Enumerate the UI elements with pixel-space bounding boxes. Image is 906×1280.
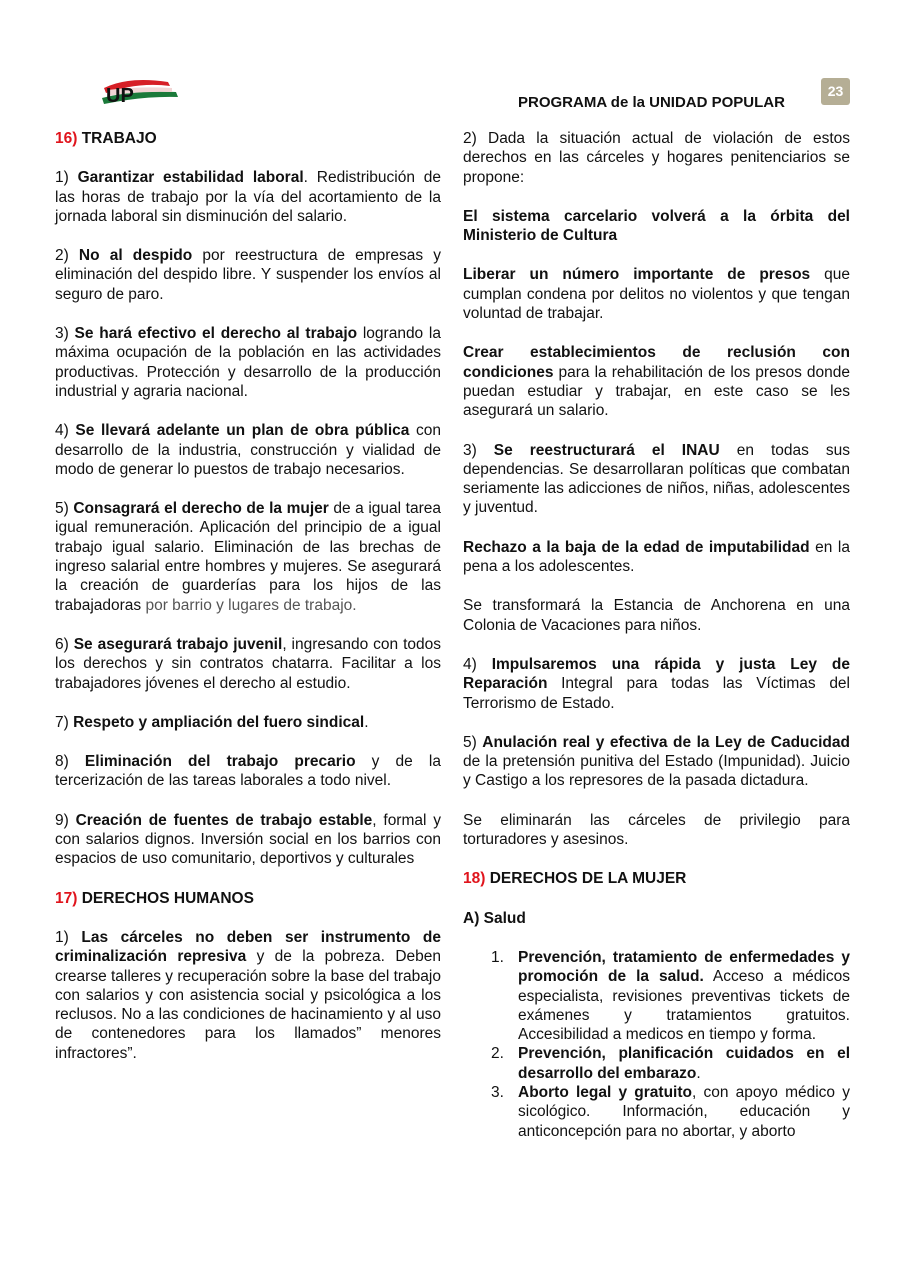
trabajo-item-9: 9) Creación de fuentes de trabajo estable, formal y con salarios dignos. Inversión social en los barrios con espacios de uso comunitario, deportivos y culturales [55, 811, 441, 868]
logo-text: UP [106, 85, 134, 107]
trabajo-item-3: 3) Se hará efectivo el derecho al trabajo logrando la máxima ocupación de la población en las actividades productivas. Protección y desarrollo de la producción industrial y agraria nacional. [55, 325, 441, 400]
ddhh-carceles-privilegio: Se eliminarán las cárceles de privilegio para torturadores y asesinos. [463, 811, 850, 849]
ddhh-establecimientos: Crear establecimientos de reclusión con condiciones para la rehabilitación de los presos donde puedan estudiar y trabajar, en este caso se les asegurará un salario. [463, 344, 850, 420]
trabajo-item-8: 8) Eliminación del trabajo precario y de la tercerización de las tareas laborales a todo nivel. [55, 753, 441, 790]
ddhh-anchorena: Se transformará la Estancia de Anchorena en una Colonia de Vacaciones para niños. [463, 597, 850, 634]
section-title: DERECHOS DE LA MUJER [489, 870, 687, 888]
section-title: TRABAJO [81, 130, 157, 147]
page-number-badge: 23 [821, 78, 850, 105]
trabajo-item-2: 2) No al despido por reestructura de empresas y eliminación del despido libre. Y suspender los envíos al seguro de paro. [55, 247, 442, 303]
ddhh-carcelario: El sistema carcelario volverá a la órbita del Ministerio de Cultura [463, 207, 850, 245]
list-item: 2. Prevención, planificación cuidados en el desarrollo del embarazo. [491, 1045, 850, 1082]
right-column [463, 129, 850, 1141]
list-item: 1. Prevención, tratamiento de enfermedades y promoción de la salud. Acceso a médicos especialista, revisiones preventivas tickets de exámenes y tratamientos gratuitos. Accesibilidad a medicos en tiempo y forma. [491, 948, 850, 1044]
section-number: 17) [55, 889, 78, 907]
ddhh-item-1: 1) Las cárceles no deben ser instrumento de criminalización represiva y de la pobreza. Deben crearse talleres y recuperación sobre la base del trabajo con salarios y con asistencia social y psicológica a los reclusos. No a las condiciones de hacinamiento y al uso de contenedores para los llamados” menores infractores”. [55, 928, 442, 1062]
list-item: 3. Aborto legal y gratuito, con apoyo médico y sicológico. Información, educación y anticoncepción para no abortar, y aborto [491, 1083, 850, 1140]
ddhh-item-4: 4) Impulsaremos una rápida y justa Ley de Reparación Integral para todas las Víctimas del Terrorismo de Estado. [463, 655, 850, 712]
section-17-heading [55, 889, 441, 908]
unidad-popular-logo [98, 76, 182, 110]
ddhh-item-2: 2) Dada la situación actual de violación de estos derechos en las cárceles y hogares penitenciarios se propone: [463, 130, 850, 186]
section-16-heading [55, 129, 441, 148]
section-number: 18) [463, 870, 486, 888]
section-18-heading [463, 869, 850, 888]
left-column [55, 129, 441, 1083]
trabajo-item-1: 1) Garantizar estabilidad laboral. Redistribución de las horas de trabajo por la vía del acortamiento de la jornada laboral sin disminución del salario. [55, 169, 442, 225]
ddhh-item-5: 5) Anulación real y efectiva de la Ley de Caducidad de la pretensión punitiva del Estado (Impunidad). Juicio y Castigo a los represores de la pasada dictadura. [463, 733, 850, 790]
section-number: 16) [55, 130, 78, 147]
document-header-title: PROGRAMA de la UNIDAD POPULAR [518, 94, 785, 111]
subsection-heading-salud: A) Salud [463, 909, 526, 927]
trabajo-item-7: 7) Respeto y ampliación del fuero sindical. [55, 713, 369, 731]
trabajo-item-5: 5) Consagrará el derecho de la mujer de a igual tarea igual remuneración. Aplicación del principio de a igual trabajo igual salario. Eliminación de las brechas de ingreso salarial entre hombres y mujeres. Se asegurará la creación de guarderías para los hijos de las trabajadoras por barrio y lugares de trabajo. [55, 500, 442, 614]
trabajo-item-6: 6) Se asegurará trabajo juvenil, ingresando con todos los derechos y sin contratos chatarra. Facilitar a los trabajadores jóvenes el derecho al estudio. [55, 635, 441, 692]
salud-list [463, 948, 850, 1141]
ddhh-liberar-presos: Liberar un número importante de presos que cumplan condena por delitos no violentos y que tengan voluntad de trabajar. [463, 266, 851, 323]
ddhh-imputabilidad: Rechazo a la baja de la edad de imputabilidad en la pena a los adolescentes. [463, 538, 850, 576]
section-title: DERECHOS HUMANOS [81, 889, 254, 907]
trabajo-item-4: 4) Se llevará adelante un plan de obra pública con desarrollo de la industria, construcción y vialidad de modo de generar lo puestos de trabajo necesarios. [55, 422, 441, 478]
ddhh-item-3: 3) Se reestructurará el INAU en todas sus dependencias. Se desarrollaran políticas que combatan seriamente las adicciones de niños, niñas, adolescentes y juventud. [463, 441, 850, 517]
